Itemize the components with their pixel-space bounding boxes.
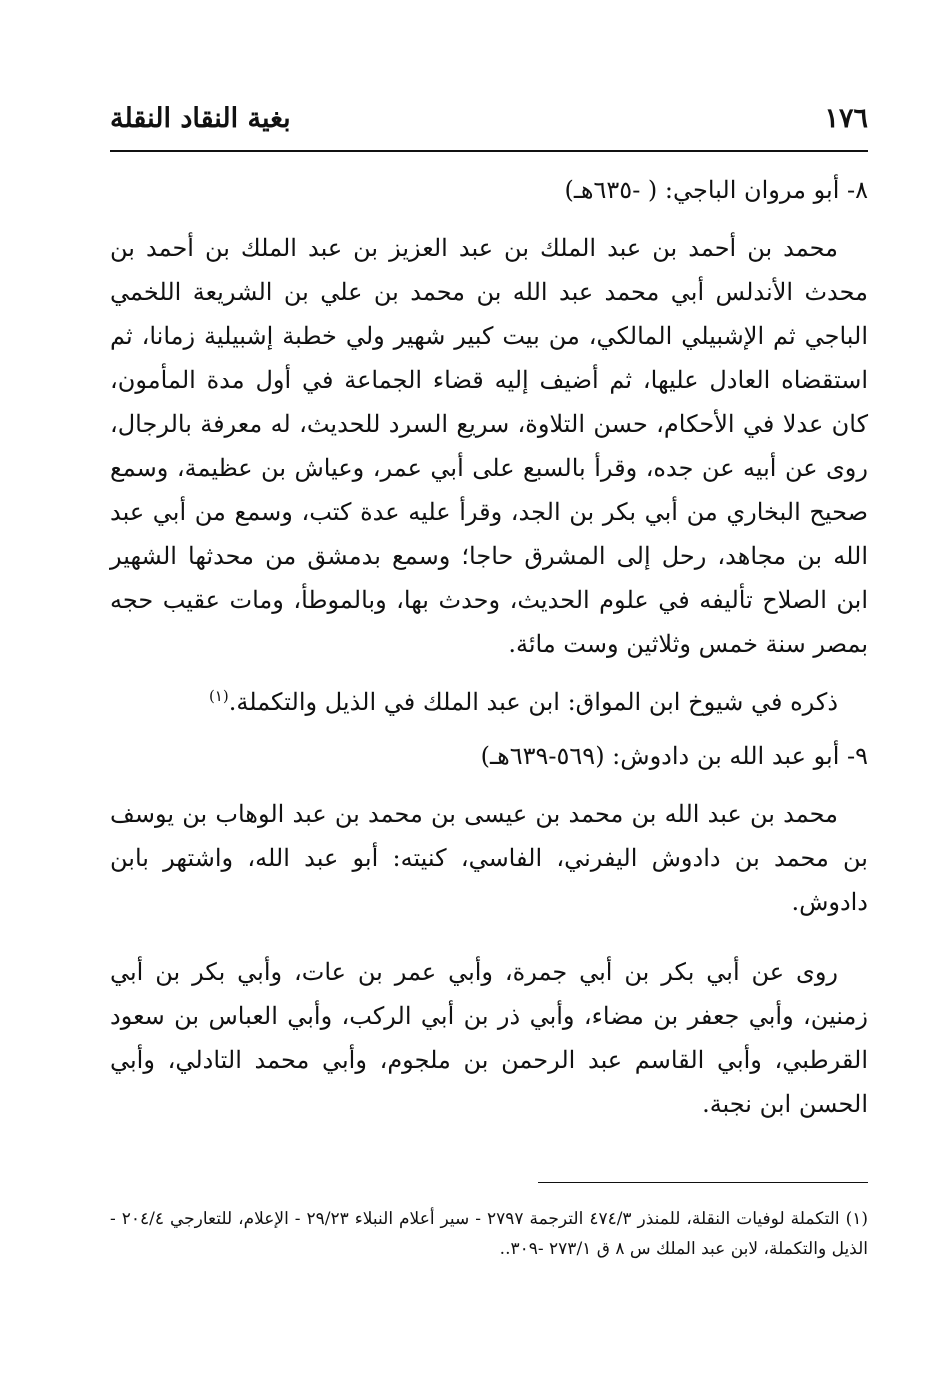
page-header	[110, 96, 868, 140]
entry-8-biography: محمد بن أحمد بن عبد الملك بن عبد العزيز بن عبد الملك بن أحمد بن محدث الأندلس أبي محمد عبد الله بن محمد بن علي بن الشريعة اللخمي الباجي ثم الإشبيلي المالكي، من بيت كبير شهير ولي خطبة إشبيلية زمانا، ثم استقضاه العادل عليها، ثم أضيف إليه قضاء الجماعة في أول مدة المأمون، كان عدلا في الأحكام، حسن التلاوة، سريع السرد للحديث، له معرفة بالرجال، روى عن أبيه عن جده، وقرأ بالسبع على أبي عمر، وعياش بن عظيمة، وسمع صحيح البخاري من أبي بكر بن الجد، وقرأ عليه عدة كتب، وسمع من أبي عبد الله بن مجاهد، رحل إلى المشرق حاجا؛ وسمع بدمشق من محدثها الشهير ابن الصلاح تأليفه في علوم الحديث، وحدث بها، وبالموطأ، ومات عقيب حجه بمصر سنة خمس وثلاثين وست مائة.	[110, 234, 869, 658]
entry-8-source-note	[110, 680, 868, 724]
main-text	[110, 168, 868, 1140]
entry-9-biography: محمد بن عبد الله بن محمد بن عيسى بن محمد بن عبد الوهاب بن يوسف بن محمد بن دادوش اليفرني، الفاسي، كنيته: أبو عبد الله، واشتهر بابن دادوش.	[110, 800, 868, 916]
footnote-text: التكملة لوفيات النقلة، للمنذر ٤٧٤/٣ الترجمة ٢٧٩٧ - سير أعلام النبلاء ٢٩/٢٣ - الإعلام، للتعارجي ٢٠٤/٤ - الذيل والتكملة، لابن عبد الملك س ٨ ق ٢٧٣/١ -٣٠٩..	[110, 1209, 868, 1259]
header-divider	[110, 150, 868, 152]
entry-9-teachers: روى عن أبي بكر بن أبي جمرة، وأبي عمر بن عات، وأبي بكر بن أبي زمنين، وأبي جعفر بن مضاء، وأبي ذر بن أبي الركب، وأبي العباس بن سعود القرطبي، وأبي القاسم عبد الرحمن بن ملجوم، وأبي محمد التادلي، وأبي الحسن ابن نجبة.	[110, 958, 868, 1118]
page-number: ١٧٦	[824, 102, 868, 134]
source-note-text: ذكره في شيوخ ابن المواق: ابن عبد الملك في الذيل والتكملة.	[228, 688, 838, 716]
footnote-divider	[538, 1182, 868, 1183]
footnote-marker: (١)	[845, 1209, 868, 1229]
footnote-reference: (١)	[208, 687, 229, 705]
running-title: بغية النقاد النقلة	[110, 102, 291, 134]
entry-heading-8: ٨- أبو مروان الباجي: ( -٦٣٥هـ)	[564, 176, 868, 204]
entry-heading-9: ٩- أبو عبد الله بن دادوش: (٥٦٩-٦٣٩هـ)	[480, 742, 868, 770]
footnotes	[110, 1204, 868, 1264]
footnote-item	[110, 1204, 868, 1264]
